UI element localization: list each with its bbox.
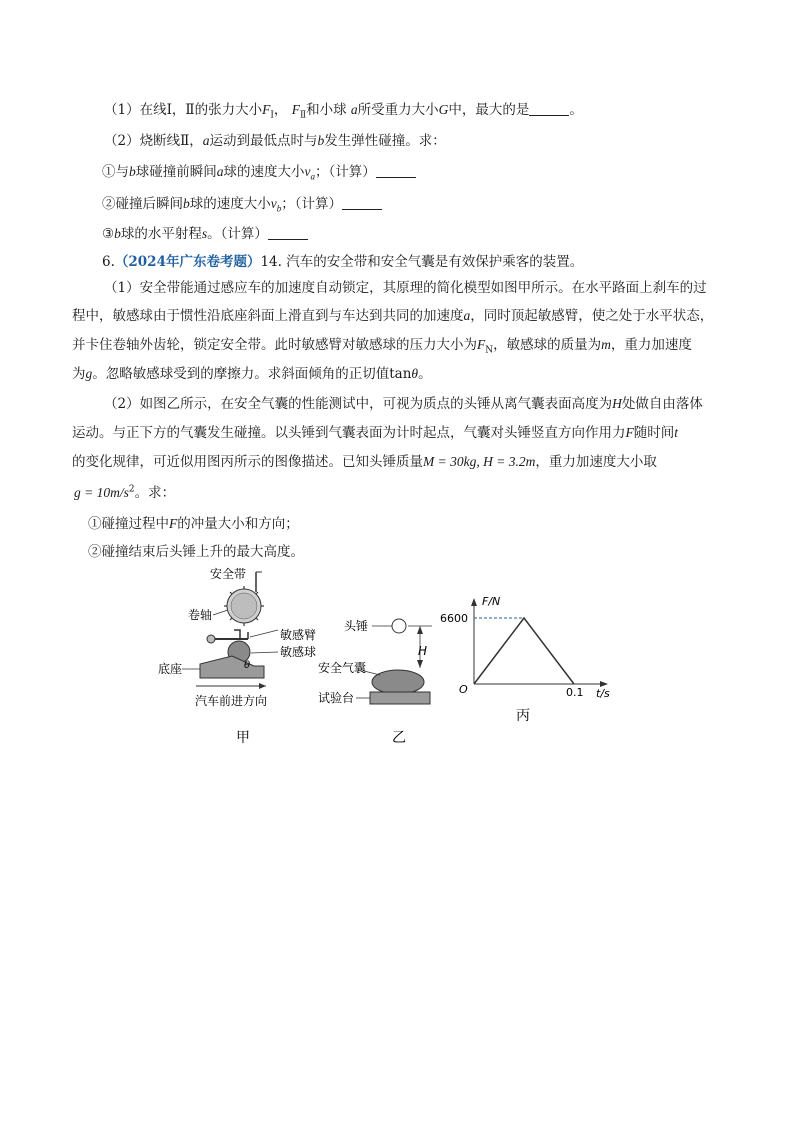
q6-heading: 6.（2024年广东卷考题）14. 汽车的安全带和安全气囊是有效保护乘客的装置。 bbox=[102, 254, 584, 270]
q6-part2-line2: 运动。与正下方的气囊发生碰撞。以头锤到气囊表面为计时起点，气囊对头锤竖直方向作用力F随时间t bbox=[72, 425, 679, 441]
q5-sub3: ③b球的水平射程s。（计算） bbox=[102, 222, 308, 242]
y-axis-label: F/N bbox=[482, 595, 501, 608]
q6-part2-line4: $g = 10m/s^2$。求： bbox=[74, 484, 176, 501]
caption-yi: 乙 bbox=[392, 730, 406, 746]
figure-bing-chart bbox=[440, 595, 610, 724]
symbol-F2: F bbox=[291, 102, 300, 117]
force-series-line bbox=[474, 618, 574, 684]
caption-bing: 丙 bbox=[516, 708, 530, 724]
caption-jia: 甲 bbox=[236, 730, 250, 746]
svg-text:θ: θ bbox=[244, 660, 251, 671]
test-stand bbox=[370, 692, 430, 704]
label-belt: 安全带 bbox=[210, 567, 247, 581]
given-values: M = 30kg, H = 3.2m bbox=[423, 454, 536, 469]
answer-blank bbox=[342, 197, 382, 210]
gravity-value: g = 10m/s bbox=[74, 485, 129, 500]
source-tag: （2024年广东卷考题） bbox=[114, 254, 261, 270]
label-reel: 卷轴 bbox=[188, 608, 213, 622]
figure-yi bbox=[318, 618, 432, 746]
figure-jia bbox=[158, 566, 316, 746]
x-axis-label: t/s bbox=[596, 687, 610, 700]
q6-part2-line3: 的变化规律，可近似用图丙所示的图像描述。已知头锤质量M = 30kg, H = 3.2m，重力加速度大小取 bbox=[72, 454, 657, 470]
q5-sub2: ②碰撞后瞬间b球的速度大小$v_b$；（计算） bbox=[102, 192, 382, 214]
figures bbox=[0, 560, 794, 780]
airbag bbox=[372, 670, 424, 694]
q6-sub1: ①碰撞过程中F的冲量大小和方向； bbox=[88, 516, 299, 532]
q5-sub1: ①与b球碰撞前瞬间a球的速度大小$v_a$；（计算） bbox=[102, 160, 416, 182]
q6-part1-line2: 程中，敏感球由于惯性沿底座斜面上滑直到与车达到共同的加速度a，同时顶起敏感臂，使之处于水平状态， bbox=[72, 308, 714, 324]
y-tick-label: 6600 bbox=[440, 612, 468, 625]
label-arm: 敏感臂 bbox=[280, 628, 317, 642]
label-stand: 试验台 bbox=[318, 691, 355, 705]
symbol-F1: F bbox=[262, 102, 271, 117]
q5-part1: （1）在线Ⅰ，Ⅱ的张力大小$F_Ⅰ$， $F_Ⅱ$和小球 a所受重力大小G中，最大的是 。 bbox=[104, 102, 583, 121]
label-ball: 敏感球 bbox=[280, 645, 317, 659]
origin-label: O bbox=[459, 683, 468, 696]
q6-part2-line1: （2）如图乙所示，在安全气囊的性能测试中，可视为质点的头锤从离气囊表面高度为H处做自由落体 bbox=[104, 396, 703, 412]
q6-part1-line1: （1）安全带能通过感应车的加速度自动锁定，其原理的简化模型如图甲所示。在水平路面上刹车的过 bbox=[104, 280, 707, 296]
base-block bbox=[200, 656, 264, 678]
label-base: 底座 bbox=[158, 662, 183, 676]
q6-part1-line4: 为g。忽略敏感球受到的摩擦力。求斜面倾角的正切值tanθ。 bbox=[72, 366, 432, 382]
answer-blank bbox=[268, 227, 308, 240]
answer-blank bbox=[529, 103, 569, 116]
label-airbag: 安全气囊 bbox=[318, 661, 367, 675]
q5-part2: （2）烧断线Ⅱ，a运动到最低点时与b发生弹性碰撞。求： bbox=[104, 133, 446, 149]
label-H: H bbox=[418, 644, 428, 658]
answer-blank bbox=[376, 165, 416, 178]
q6-part1-line3: 并卡住卷轴外齿轮，锁定安全带。此时敏感臂对敏感球的压力大小为$F_N$，敏感球的质量为m，重力加速度 bbox=[72, 337, 692, 356]
head-hammer bbox=[392, 619, 406, 633]
label-direction: 汽车前进方向 bbox=[195, 694, 268, 708]
label-head: 头锤 bbox=[344, 619, 369, 633]
x-tick-label: 0.1 bbox=[566, 686, 584, 699]
q6-sub2: ②碰撞结束后头锤上升的最大高度。 bbox=[88, 544, 304, 560]
